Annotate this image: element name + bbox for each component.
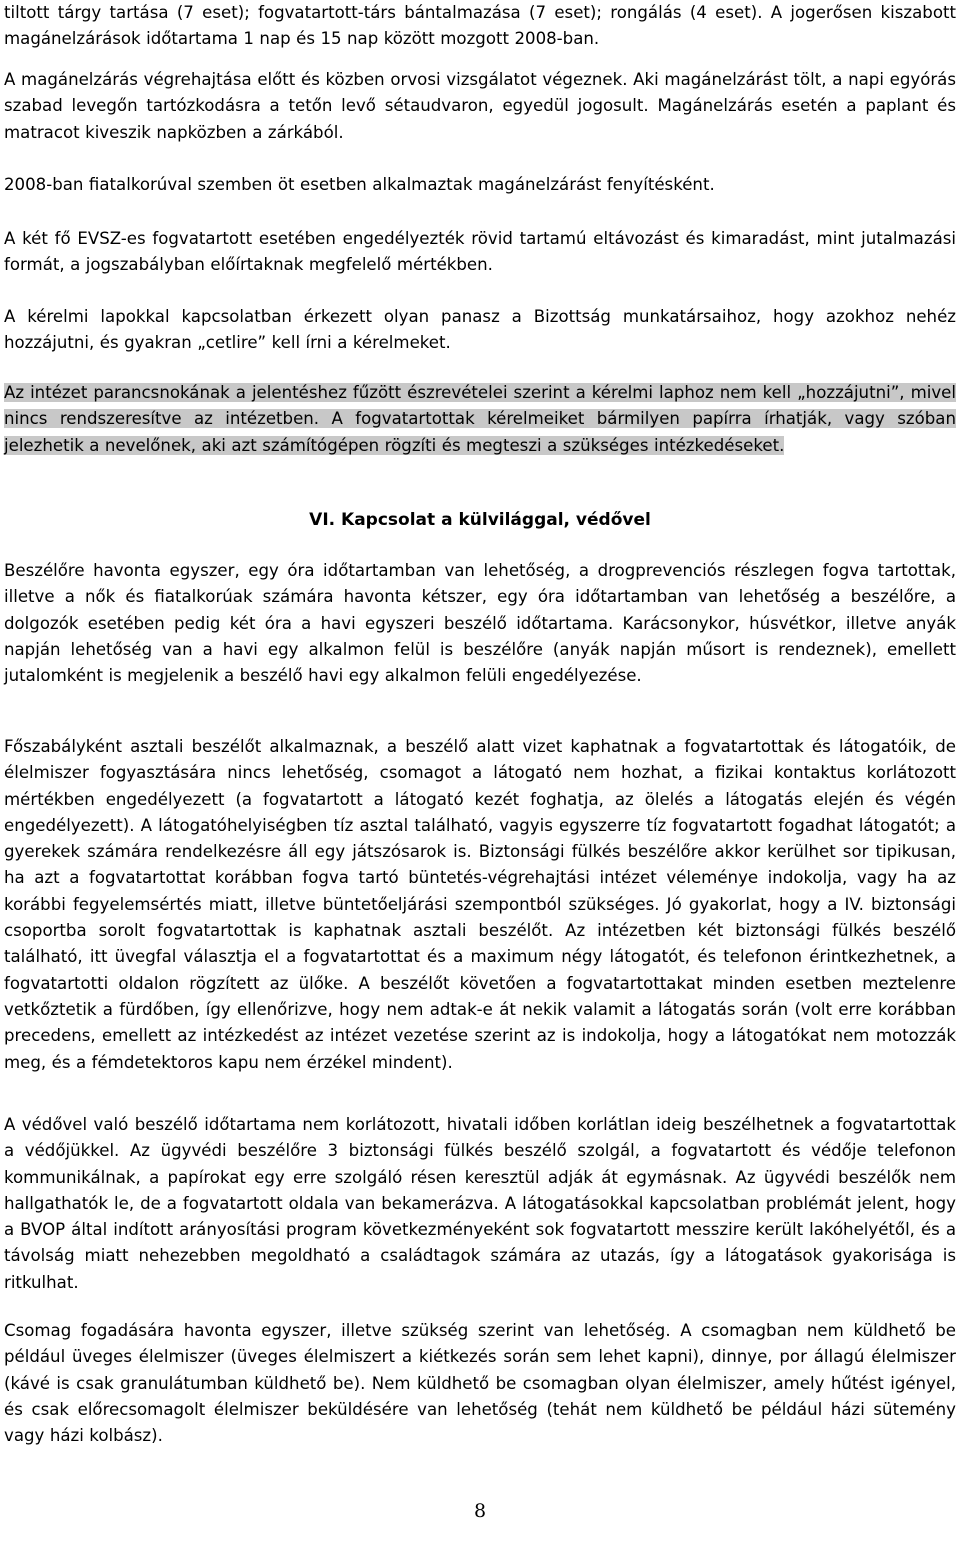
paragraph-solitary-confinement: A magánelzárás végrehajtása előtt és közben orvosi vizsgálatot végeznek. Aki magánelzárást tölt, a napi egyórás szabad levegőn tartózkodásra a tetőn levő sétaudvaron, egyedül jogosult. Magánelzárás esetén a paplant és matracot kiveszik napközben a zárkából. (4, 70, 956, 142)
page-number: 8 (473, 1500, 487, 1522)
paragraph-packages: Csomag fogadására havonta egyszer, illetve szükség szerint van lehetőség. A csomagban nem küldhető be például üveges élelmiszer (üveges élelmiszert a kiétkezés során sem lehet kapni), dinnye, por állagú élelmiszer (kávé is csak granulátumban küldhető be). Nem küldhető be csomagban olyan élelmiszer, amely hűtést igényel, és csak előrecsomagolt élelmiszer beküldésére van lehetőség (tehát nem küldhető be például házi sütemény vagy házi kolbász). (4, 1321, 956, 1446)
paragraph-evsz-rewards: A két fő EVSZ-es fogvatartott esetében engedélyezték rövid tartamú eltávozást és kimaradást, mint jutalmazási formát, a jogszabályban előírtaknak megfelelő mértékben. (4, 229, 956, 275)
paragraph-table-visits: Főszabályként asztali beszélőt alkalmaznak, a beszélő alatt vizet kaphatnak a fogvatartottak és látogatóik, de élelmiszer fogyasztására nincs lehetőség, csomagot a látogató nem hozhat, a fizikai kontaktus korlátozott mértékben engedélyezett (a fogvatartott a látogató kezét foghatja, az ölelés a látogatás elején és végén engedélyezett). A látogatóhelyiségben tíz asztal található, vagyis egyszerre tíz fogvatartott fogadhat látogatót; a gyerekek számára rendelkezésre áll egy játszósarok is. Biztonsági fülkés beszélőre akkor kerülhet sor tipikusan, ha azt a fogvatartottat korábban fogva tartó büntetés-végrehajtási intézet véleménye indokolja, vagy ha az korábbi fegyelemsértés miatt, illetve büntetőeljárási szempontból szükséges. Jó gyakorlat, hogy a IV. biztonsági csoportba sorolt fogvatartottak is kaphatnak asztali beszélőt. Az intézetben két biztonsági fülkés beszélő található, itt üvegfal választja el a fogvatartottat és a maximum négy látogatót, és telefonon érintkezhetnek, a fogvatartotti oldalon rögzített az ülőke. A beszélőt követően a fogvatartottakat minden esetben meztelenre vetkőztetik a fürdőben, így ellenőrizve, hogy nem adtak-e át nekik valamit a látogatás során (volt erre korábban precedens, emellett az intézkedést az intézet vezetése szerint az is indokolja, hogy a látogatókat nem motozzák meg, és a fémdetektoros kapu nem érzékel mindent). (4, 737, 956, 1072)
paragraph-juvenile-confinement: 2008-ban fiatalkorúval szemben öt esetben alkalmaztak magánelzárást fenyítésként. (4, 175, 715, 194)
section-heading: VI. Kapcsolat a külvilággal, védővel (309, 510, 651, 530)
highlighted-text: Az intézet parancsnokának a jelentéshez fűzött észrevételei szerint a kérelmi laphoz nem kell „hozzájutni”, mivel nincs rendszeresítve az intézetben. A fogvatartottak kérelmeiket bármilyen papírra írhatják, vagy szóban jelezhetik a nevelőnek, aki azt számítógépen rögzíti és megteszi a szükséges intézkedéseket. (4, 383, 956, 455)
paragraph-defender-visits: A védővel való beszélő időtartama nem korlátozott, hivatali időben korlátlan ideig beszélhetnek a fogvatartottak a védőjükkel. Az ügyvédi beszélőre 3 biztonsági fülkés beszélő szolgál, a fogvatartott és védője telefonon kommunikálnak, a papírokat egy erre szolgáló résen keresztül adják át egymásnak. Az ügyvédi beszélők nem hallgathatók le, de a fogvatartott oldala van bekamerázva. A látogatásokkal kapcsolatban problémát jelent, hogy a BVOP által indított arányosítási program következményeként sok fogvatartott messzire került lakóhelyétől, és a távolság miatt nehezebben megoldható a családtagok számára az utazás, így a látogatások gyakorisága is ritkulhat. (4, 1115, 956, 1292)
paragraph-request-forms-complaint: A kérelmi lapokkal kapcsolatban érkezett olyan panasz a Bizottság munkatársaihoz, hogy azokhoz nehéz hozzájutni, és gyakran „cetlire” kell írni a kérelmeket. (4, 307, 956, 353)
paragraph-commander-remarks (4, 380, 956, 459)
paragraph-disciplinary-cases: tiltott tárgy tartása (7 eset); fogvatartott-társ bántalmazása (7 eset); rongálás (4 eset). A jogerősen kiszabott magánelzárások időtartama 1 nap és 15 nap között mozgott 2008-ban. (4, 3, 956, 49)
paragraph-visits-frequency: Beszélőre havonta egyszer, egy óra időtartamban van lehetőség, a drogprevenciós részlegen fogva tartottak, illetve a nők és fiatalkorúak számára havonta kétszer, egy óra időtartamban van lehetőség a beszélőre, a dolgozók esetében pedig két óra a havi egyszeri beszélő időtartama. Karácsonykor, húsvétkor, illetve anyák napján lehetőség van a havi egy alkalmon felül is beszélőre (anyák napján műsort is rendeznek), emellett jutalomként is megjelenik a beszélő havi egy alkalmon felüli engedélyezése. (4, 561, 956, 686)
